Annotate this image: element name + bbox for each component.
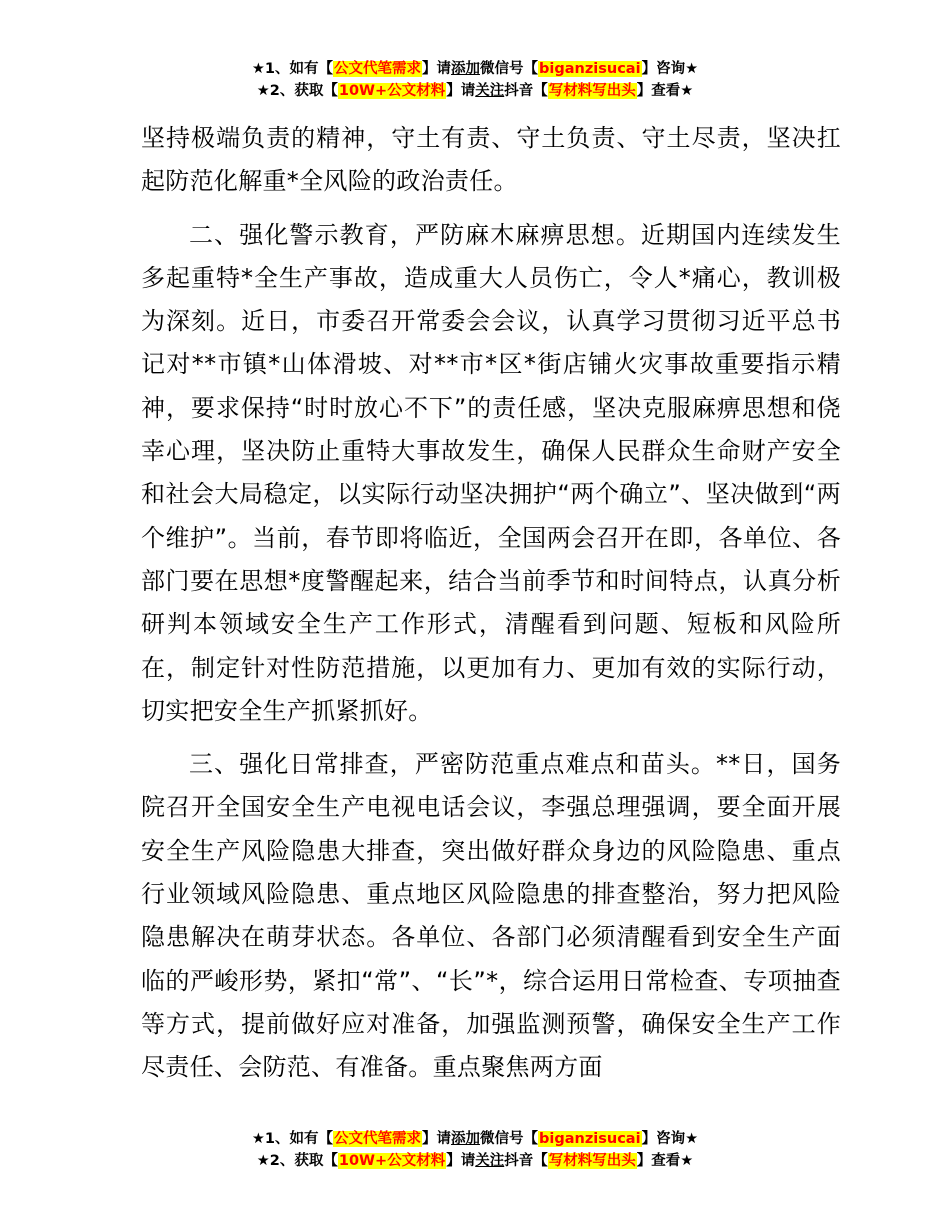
highlight-wechat-id: biganzisucai: [539, 1131, 641, 1147]
banner-text: 抖音【: [504, 1153, 548, 1169]
banner-text: ★1、如有【: [251, 61, 334, 77]
paragraph-1: 坚持极端负责的精神，守土有责、守土负责、守土尽责，坚决扛起防范化解重*全风险的政治责任。: [141, 124, 841, 196]
footer-banner: [0, 1128, 950, 1172]
banner-line-1: [0, 1128, 950, 1150]
banner-text: 微信号【: [480, 1131, 539, 1147]
underlined-text: 关注: [475, 83, 505, 99]
highlight-materials: 10W+公文材料: [338, 83, 446, 99]
highlight-materials: 10W+公文材料: [338, 1153, 446, 1169]
banner-text: 】请: [422, 61, 452, 77]
banner-text: ★2、获取【: [256, 83, 338, 99]
header-banner: [0, 58, 950, 102]
highlight-wechat-id: biganzisucai: [539, 61, 641, 77]
banner-text: 】请: [422, 1131, 452, 1147]
highlight-service: 公文代笔需求: [334, 1131, 422, 1147]
paragraph-3: 三、强化日常排查，严密防范重点难点和苗头。**日，国务院召开全国安全生产电视电话会议，李强总理强调，要全面开展安全生产风险隐患大排查，突出做好群众身边的风险隐患、重点行业领域风险隐患、重点地区风险隐患的排查整治，努力把风险隐患解决在萌芽状态。各单位、各部门必须清醒看到安全生产面临的严峻形势，紧扣“常”、“长”*，综合运用日常检查、专项抽查等方式，提前做好应对准备，加强监测预警，确保安全生产工作尽责任、会防范、有准备。重点聚焦两方面: [141, 750, 841, 1082]
underlined-text: 添加: [451, 1131, 481, 1147]
banner-text: 】咨询★: [641, 61, 699, 77]
document-body: [141, 117, 841, 1090]
banner-line-1: [0, 58, 950, 80]
paragraph-2: 二、强化警示教育，严防麻木麻痹思想。近期国内连续发生多起重特*全生产事故，造成重大人员伤亡，令人*痛心，教训极为深刻。近日，市委召开常委会会议，认真学习贯彻习近平总书记对**市镇*山体滑坡、对**市*区*街店铺火灾事故重要指示精神，要求保持“时时放心不下”的责任感，坚决克服麻痹思想和侥幸心理，坚决防止重特大事故发生，确保人民群众生命财产安全和社会大局稳定，以实际行动坚决拥护“两个确立”、坚决做到“两个维护”。当前，春节即将临近，全国两会召开在即，各单位、各部门要在思想*度警醒起来，结合当前季节和时间特点，认真分析研判本领域安全生产工作形式，清醒看到问题、短板和风险所在，制定针对性防范措施，以更加有力、更加有效的实际行动，切实把安全生产抓紧抓好。: [141, 220, 841, 725]
banner-text: 抖音【: [504, 83, 548, 99]
banner-line-2: [0, 80, 950, 102]
banner-text: 微信号【: [480, 61, 539, 77]
banner-text: 】请: [446, 1153, 476, 1169]
highlight-service: 公文代笔需求: [334, 61, 422, 77]
underlined-text: 关注: [475, 1153, 505, 1169]
banner-text: ★1、如有【: [251, 1131, 334, 1147]
banner-text: 】查看★: [636, 83, 694, 99]
underlined-text: 添加: [451, 61, 481, 77]
banner-text: ★2、获取【: [256, 1153, 338, 1169]
banner-text: 】查看★: [636, 1153, 694, 1169]
highlight-douyin-id: 写材料写出头: [548, 1153, 636, 1169]
highlight-douyin-id: 写材料写出头: [548, 83, 636, 99]
banner-line-2: [0, 1150, 950, 1172]
banner-text: 】请: [446, 83, 476, 99]
banner-text: 】咨询★: [641, 1131, 699, 1147]
